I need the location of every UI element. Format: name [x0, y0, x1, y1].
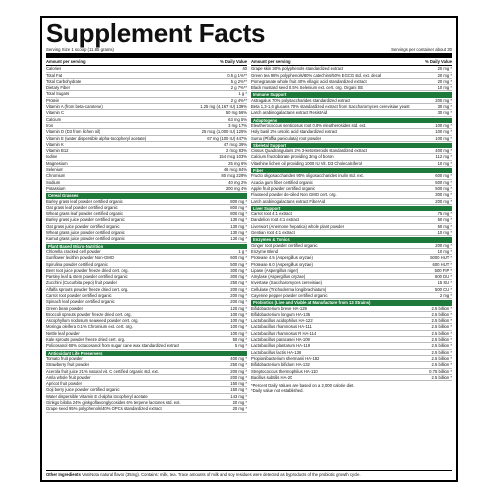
nutrient-amount: 5 g 2%** [230, 78, 247, 84]
nutrient-amount: 200 mg * [230, 292, 247, 298]
nutrient-name: Dietary Fiber [46, 85, 70, 91]
nutrient-amount: 130 mg * [230, 217, 247, 223]
right-column [251, 58, 452, 470]
nutrient-name: Vitamin B12 [46, 148, 69, 154]
nutrient-amount: 25 mcg (1,000 IU) 125% [201, 129, 247, 135]
nutrient-amount: 1.25 mg (4,167 IU) 139% [200, 104, 247, 110]
nutrient-amount: 200 mg * [435, 97, 452, 103]
section-header: Fiber [251, 168, 452, 173]
nutrient-amount: 500 mg * [435, 185, 452, 191]
nutrient-name: Spirulina powder certified organic [46, 261, 108, 267]
nutrient-name: Protein [46, 97, 60, 103]
nutrient-name: Bacillus subtilis HA-20 [251, 374, 293, 380]
nutrient-name: Ginger root powder certified organic [251, 242, 318, 248]
nutrient-name: Vitamin K [46, 141, 64, 147]
nutrient-name: Barley grass leaf powder certified organic [46, 198, 123, 204]
nutrient-amount: 1 g * [238, 91, 247, 97]
nutrient-row [251, 110, 452, 116]
nutrient-amount: 20 mg * [437, 78, 452, 84]
nutrient-amount: 47 mcg 39% [223, 141, 247, 147]
nutrient-name: Oat grass juice powder certified organic [46, 223, 120, 229]
nutrient-amount: 400 mg * [435, 148, 452, 154]
nutrient-name: Kale sprouts powder freeze dried cert. org. [46, 337, 126, 343]
other-ingredients-text: VaniNota natural flavor (35mg). Contains: milk, tea. Trace amounts of milk and soy residues were detected as byproducts of the probiotic growth cycle. [82, 472, 361, 477]
nutrient-amount: 40 mg 2% [228, 179, 247, 185]
nutrient-name: Policosanol 60% octacosanol from sugar cane wax standardized extract [46, 343, 180, 349]
nutrient-amount: 67 mg (100 IU) 447% [207, 135, 247, 141]
other-ingredients-label: Other Ingredients [46, 472, 81, 477]
nutrient-amount: 600 mg * [230, 255, 247, 261]
nutrient-amount: 500 mg * [230, 261, 247, 267]
nutrient-amount: 200 mg * [230, 368, 247, 374]
section-header: Immune Support [251, 92, 452, 97]
right-column-header [251, 58, 452, 66]
section-header: Skeletal Support [251, 143, 452, 148]
nutrient-name: Magnesium [46, 160, 68, 166]
nutrient-row [46, 186, 247, 192]
nutrient-amount: 63 mg 5% [228, 116, 247, 122]
nutrient-amount: 2.5 billion * [431, 330, 452, 336]
nutrient-amount: 10 mg * [437, 85, 452, 91]
nutrient-amount: 1 g * [238, 248, 247, 254]
nutrient-name: Apricot fruit powder [46, 381, 83, 387]
serving-size: Serving Size 1 scoop (11.85 grams) [46, 47, 114, 52]
nutrient-amount: 154 mcg 103% [219, 154, 247, 160]
daily-value-header: % Daily Value [425, 59, 452, 64]
nutrient-name: Green bean powder [46, 305, 84, 311]
nutrient-row [251, 85, 452, 91]
nutrient-amount: 130 mg * [230, 223, 247, 229]
nutrient-name: Wheat grass juice powder certified organic [46, 230, 125, 236]
nutrient-amount: 500 mg * [435, 179, 452, 185]
section-header: Enzymes & Tonics [251, 237, 452, 242]
nutrient-name: Grape skin 30% polyphenols standardized extract [251, 66, 344, 72]
nutrient-name: Fructo oligosaccharides 90% oligosaccharides inulin std. ext. [251, 173, 364, 179]
nutrient-name: Invertase (Saccharomyces cerevisiae) [251, 280, 322, 286]
nutrient-name: Astragalus 70% polysaccharides standardized extract [251, 97, 351, 103]
nutrient-amount: 200 mg * [230, 299, 247, 305]
nutrient-name: Broccoli sprouts powder freeze dried cert. org. [46, 311, 132, 317]
nutrient-name: Strawberry fruit powder [46, 362, 90, 368]
nutrient-name: Lipase (Aspergillus niger) [251, 267, 299, 273]
nutrient-name: Grape seed 95% polyphenols/40% OPCs standardized extract [46, 406, 162, 412]
nutrient-amount: 130 mg * [230, 230, 247, 236]
nutrient-name: Total Carbohydrate [46, 78, 82, 84]
left-nutrient-list [46, 66, 247, 412]
nutrient-amount: 130 mg * [230, 236, 247, 242]
nutrient-amount: 600 mg * [435, 173, 452, 179]
nutrient-amount: 20 mg * [437, 72, 452, 78]
supplement-facts-panel [40, 16, 458, 482]
nutrient-amount: 2 mg * [439, 292, 452, 298]
nutrient-amount: 2.5 billion * [431, 311, 452, 317]
left-column-header [46, 58, 247, 66]
nutrient-amount: 400 mg * [230, 355, 247, 361]
nutrient-amount: 100 mg * [435, 122, 452, 128]
panel-title: Supplement Facts [46, 18, 266, 48]
nutrient-name: Lactobacillus paracasei HA-108 [251, 337, 310, 343]
nutrient-amount: 800 mg * [230, 211, 247, 217]
nutrient-name: Protease 4.5 (Aspergillus oryzae) [251, 255, 313, 261]
footnote: *Percent Daily Values are based on a 2,000 calorie diet. [251, 383, 355, 389]
nutrient-row [251, 136, 452, 142]
nutrient-name: Parsley leaf & stem powder certified organic [46, 274, 128, 280]
nutrient-name: Lactobacillus lactis HA-136 [251, 349, 302, 355]
nutrient-name: Zucchini (Cucurbita pepo) fruit powder [46, 280, 117, 286]
nutrient-name: Chlorella cracked cell powder [46, 248, 101, 254]
nutrient-amount: 143 mg * [230, 393, 247, 399]
nutrient-name: Liverwort (Anemone hepatica) whole plant powder [251, 223, 345, 229]
section-header: Plant Based Micro-Nutrition [46, 244, 247, 249]
nutrient-row [46, 236, 247, 242]
nutrient-amount: 100 mg * [230, 330, 247, 336]
nutrient-name: Carrot root powder certified organic [46, 292, 112, 298]
nutrient-amount: 2 g 7%** [230, 85, 247, 91]
nutrient-name: Tomato fruit powder [46, 355, 83, 361]
nutrient-amount: 2 mcg 83% [226, 148, 247, 154]
nutrient-name: Acacia gum fiber certified organic [251, 179, 313, 185]
nutrient-amount: 2.5 billion * [431, 318, 452, 324]
nutrient-row [251, 375, 452, 381]
nutrient-name: Water dispersible Vitamin E d-alpha tocopheryl acetate [46, 393, 148, 399]
nutrient-amount: 0.5 g 1%** [227, 72, 247, 78]
nutrient-amount: 200 mg 4% [225, 185, 247, 191]
nutrient-amount: 0.75 billion * [429, 368, 452, 374]
section-header: Liver Support [251, 206, 452, 211]
nutrient-row [251, 199, 452, 205]
nutrient-amount: 2.5 billion * [431, 349, 452, 355]
nutrient-amount: 600 DU * [435, 274, 452, 280]
nutrient-amount: 500 FIP * [434, 267, 452, 273]
nutrient-amount: 150 mg * [230, 381, 247, 387]
nutrient-amount: 46 mcg 84% [223, 167, 247, 173]
nutrient-amount: 120 mg * [230, 305, 247, 311]
nutrient-name: Amla whole fruit powder [46, 374, 91, 380]
nutrient-amount: 2.5 billion * [431, 324, 452, 330]
nutrient-name: Gentian root 4:1 extract [251, 230, 295, 236]
nutrient-name: Larch arabinogalactans extract FiberAid [251, 198, 326, 204]
nutrient-amount: 20 mg * [437, 66, 452, 72]
nutrient-amount: 800 mg * [230, 204, 247, 210]
nutrient-name: Larch arabinogalactans extract ResistAid [251, 110, 328, 116]
nutrient-amount: 50 mg 56% [225, 110, 247, 116]
amount-header: Amount per serving [251, 59, 291, 64]
nutrient-name: Vitashine lichen oil providing 1000 IU Vit. D3 Cholecalciferol [251, 160, 362, 166]
nutrient-name: Ascophyllum nodosum seaweed powder cert. org. [46, 318, 139, 324]
amount-header: Amount per serving [46, 59, 86, 64]
nutrient-name: Iron [46, 122, 54, 128]
nutrient-amount: 200 mg * [230, 286, 247, 292]
nutrient-amount: 2.5 billion * [431, 362, 452, 368]
nutrient-name: Cayenne pepper powder certified organic [251, 292, 328, 298]
nutrient-name: Lactobacillus rhamnosus HA-111 [251, 324, 312, 330]
nutrient-name: Bifidobacterium breve HA-129 [251, 305, 307, 311]
nutrient-amount: 300 mg * [435, 192, 452, 198]
nutrient-amount: 100 mg * [435, 135, 452, 141]
nutrient-name: Amylase (Aspergillus oryzae) [251, 274, 306, 280]
nutrient-amount: 300 mg * [230, 274, 247, 280]
nutrient-name: Apple fruit powder certified organic [251, 185, 316, 191]
nutrient-amount: 50 mg * [437, 217, 452, 223]
serving-info [46, 47, 452, 58]
nutrient-name: Carrot root 4:1 extract [251, 211, 292, 217]
nutrient-amount: 2.5 billion * [431, 305, 452, 311]
nutrient-name: Flaxseed powder de-oiled Non GMO cert. org. [251, 192, 337, 198]
nutrient-name: Selenium [46, 167, 64, 173]
nutrient-name: Wheat grass leaf powder certified organic [46, 211, 124, 217]
nutrient-name: Streptococcus thermophilus HA-110 [251, 368, 318, 374]
nutrient-name: Green tea 98% polyphenols/80% catechins/50% EGCG std. ext. decaf [251, 72, 382, 78]
nutrient-row [251, 230, 452, 236]
section-header: Adaptogens [251, 118, 452, 123]
nutrient-name: Propionibacterium shermanii HA-182 [251, 355, 320, 361]
nutrient-amount: 10 mg * [437, 160, 452, 166]
nutrient-row [46, 343, 247, 349]
nutrient-row [251, 293, 452, 299]
nutrient-name: Calcium [46, 116, 62, 122]
nutrient-name: Lactobacillus plantarum HA-119 [251, 343, 311, 349]
nutrient-amount: 100 mg * [435, 129, 452, 135]
nutrient-name: Kamut grass juice powder certified organic [46, 236, 125, 242]
nutrient-amount: 75 mg * [437, 211, 452, 217]
nutrient-name: Pomegranate whole fruit 40% ellagic acid standardized extract [251, 78, 367, 84]
nutrient-amount: 20 mg * [232, 400, 247, 406]
nutrient-amount: 200 mg * [435, 242, 452, 248]
nutrient-name: Enzyme Blend [251, 248, 278, 254]
nutrient-amount: 2.5 billion * [431, 343, 452, 349]
nutrient-amount: 300 mg * [230, 267, 247, 273]
footnotes [251, 383, 452, 394]
nutrient-name: Chromium [46, 173, 66, 179]
nutrient-name: Bifidobacterium longum HA-135 [251, 311, 311, 317]
nutrient-name: Suma (Pfaffia paniculata) root powder [251, 135, 322, 141]
nutrient-name: Vitamin C [46, 110, 65, 116]
nutrient-amount: 20 mg * [232, 406, 247, 412]
nutrient-name: Goji berry juice powder certified organic [46, 387, 120, 393]
nutrient-amount: 2 g 4%** [230, 97, 247, 103]
nutrient-amount: 3 mg 17% [228, 122, 247, 128]
nutrient-amount: 15 SU * [437, 280, 452, 286]
nutrient-name: Nettle leaf powder [46, 330, 80, 336]
nutrient-amount: 5000 HUT * [430, 255, 452, 261]
nutrient-name: Cellulase (Trichoderma longibrachiatum) [251, 286, 327, 292]
nutrient-amount: 80 mcg 229% [221, 173, 247, 179]
nutrient-name: Cissus Quadrangularis 2% 3-ketosteroids standardized extract [251, 148, 367, 154]
nutrient-name: Sunflower lecithin powder Non-GMO [46, 255, 114, 261]
nutrient-name: Calories [46, 66, 62, 72]
right-nutrient-list [251, 66, 452, 381]
nutrient-amount: 10 mg * [437, 230, 452, 236]
nutrient-amount: 100 mg * [230, 318, 247, 324]
nutrient-name: Eleutherococcus senticosus root 0.8% eleutherosides std. ext. [251, 122, 367, 128]
nutrient-amount: 200 mg * [435, 198, 452, 204]
nutrient-amount: 2.5 billion * [431, 337, 452, 343]
nutrient-amount: 600 HUT * [432, 261, 452, 267]
nutrient-amount: 100 mg * [230, 311, 247, 317]
nutrient-name: Total Sugars [46, 91, 70, 97]
nutrient-amount: 500 CU * [435, 286, 452, 292]
nutrient-name: Moringa oleifera 0.1% Chromium ext. cert. org. [46, 324, 133, 330]
nutrient-name: Sodium [46, 179, 61, 185]
nutrient-amount: 250 mg * [230, 280, 247, 286]
section-header: Probiotics (Live and Viable at Manufacture from 13 Strains) [251, 300, 452, 305]
nutrient-name: Vitamin A (from beta-carotene) [46, 104, 103, 110]
section-header: Antioxidant Life Preservers [46, 351, 247, 356]
nutrient-amount: 100 mg * [230, 324, 247, 330]
nutrient-name: Acerola fruit juice 21% natural vit. C certified organic std. ext. [46, 368, 159, 374]
other-ingredients [46, 470, 452, 477]
nutrient-amount: 150 mg * [230, 387, 247, 393]
nutrient-amount: 112 mg * [435, 154, 452, 160]
nutrient-name: Iodine [46, 154, 58, 160]
nutrient-name: Vitamin D (D3 from lichen oil) [46, 129, 101, 135]
left-column [46, 58, 247, 470]
facts-columns [46, 58, 452, 470]
footnote: *Daily value not established. [251, 388, 304, 394]
nutrient-name: Holy basil 2% ursolic acid standardized extract [251, 129, 338, 135]
nutrient-name: Total Fat [46, 72, 63, 78]
nutrient-name: Dandelion root 4:1 extract [251, 217, 299, 223]
nutrient-amount: 25 mg 6% [228, 160, 247, 166]
nutrient-name: Alfalfa sprouts powder freeze dried cert. org. [46, 286, 129, 292]
nutrient-amount: 30 mg * [437, 104, 452, 110]
nutrient-name: Vitamin E (water dispersible alpha-tocopheryl acetate) [46, 135, 147, 141]
nutrient-name: Protease 6.0 (Aspergillus oryzae) [251, 261, 313, 267]
nutrient-name: Barley grass juice powder certified organic [46, 217, 125, 223]
nutrient-name: Spinach leaf powder certified organic [46, 299, 115, 305]
servings-per-container: Servings per container about 30 [391, 47, 452, 52]
nutrient-amount: 50 mg * [232, 337, 247, 343]
nutrient-name: Black mustard seed 0.5% Selenium ext. cert. org. Organi SE [251, 85, 364, 91]
nutrient-name: Lactobacillus acidophilus HA-122 [251, 318, 313, 324]
nutrient-amount: 40 [242, 66, 247, 72]
daily-value-header: % Daily Value [220, 59, 247, 64]
nutrient-row [251, 161, 452, 167]
nutrient-amount: 800 mg * [230, 198, 247, 204]
nutrient-name: Calcium fructoborate providing 3mg of boron [251, 154, 334, 160]
nutrient-name: Bifidobacterium bifidum HA-132 [251, 362, 310, 368]
nutrient-amount: 2.5 billion * [431, 374, 452, 380]
nutrient-name: Ginkgo biloba 24% ginkgoflavonglycosides 6% terpene lactones std. ext. [46, 400, 181, 406]
nutrient-amount: 2.5 billion * [431, 355, 452, 361]
nutrient-name: Potassium [46, 185, 66, 191]
section-header: Cereal Grasses [46, 193, 247, 198]
nutrient-amount: 50 mg * [437, 223, 452, 229]
nutrient-name: Oat grass leaf powder certified organic [46, 204, 118, 210]
nutrient-amount: 250 mg * [230, 362, 247, 368]
nutrient-amount: 5 mg * [234, 343, 247, 349]
nutrient-name: Beet root juice powder freeze dried cert. org. [46, 267, 129, 273]
nutrient-row [46, 406, 247, 412]
nutrient-amount: 200 mg * [230, 374, 247, 380]
nutrient-name: Lactobacillus rhamnosus R HA-114 [251, 330, 317, 336]
nutrient-amount: 10 mg * [437, 248, 452, 254]
nutrient-name: Beta 1,3-1,6 glucans 70% standardized extract from Saccharomyces cerevisiae yeast [251, 104, 410, 110]
nutrient-amount: 30 mg * [437, 110, 452, 116]
